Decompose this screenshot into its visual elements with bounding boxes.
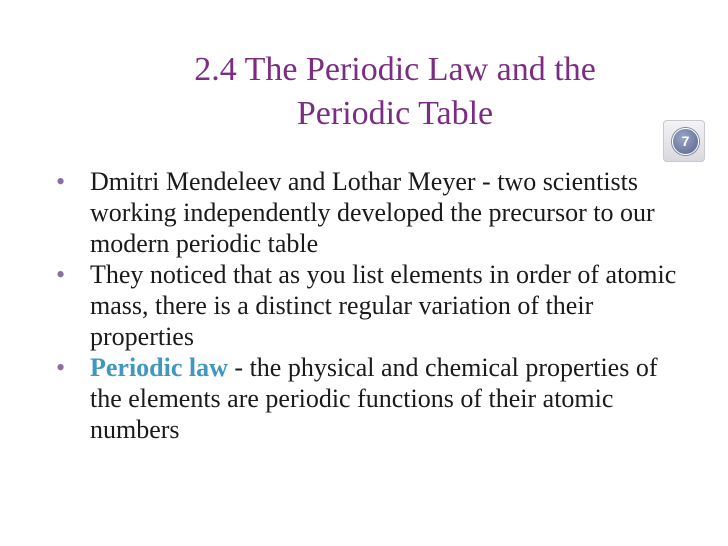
bullet-text: - the physical and chemical properties of the elements are periodic functions of their atomic numbers	[90, 353, 658, 444]
bullet-list	[52, 166, 692, 445]
bullet-item	[52, 352, 692, 445]
bullet-text: Dmitri Mendeleev and Lothar Meyer - two scientists working independently developed the precursor to our modern periodic table	[90, 167, 655, 258]
bullet-marker-icon: •	[56, 167, 66, 196]
bullet-item	[52, 166, 692, 259]
slide-number-icon: 7	[672, 128, 699, 155]
slide-title-line-2: Periodic Table	[296, 95, 494, 132]
bullet-marker-icon: •	[56, 260, 66, 289]
slide-number-badge	[663, 120, 705, 162]
key-term: Periodic law	[90, 353, 228, 382]
slide-title-line-1: 2.4 The Periodic Law and the	[194, 51, 596, 88]
bullet-text: They noticed that as you list elements in order of atomic mass, there is a distinct regular variation of their properties	[90, 260, 677, 351]
slide-title	[110, 48, 680, 136]
bullet-item	[52, 259, 692, 352]
bullet-marker-icon: •	[56, 353, 66, 382]
